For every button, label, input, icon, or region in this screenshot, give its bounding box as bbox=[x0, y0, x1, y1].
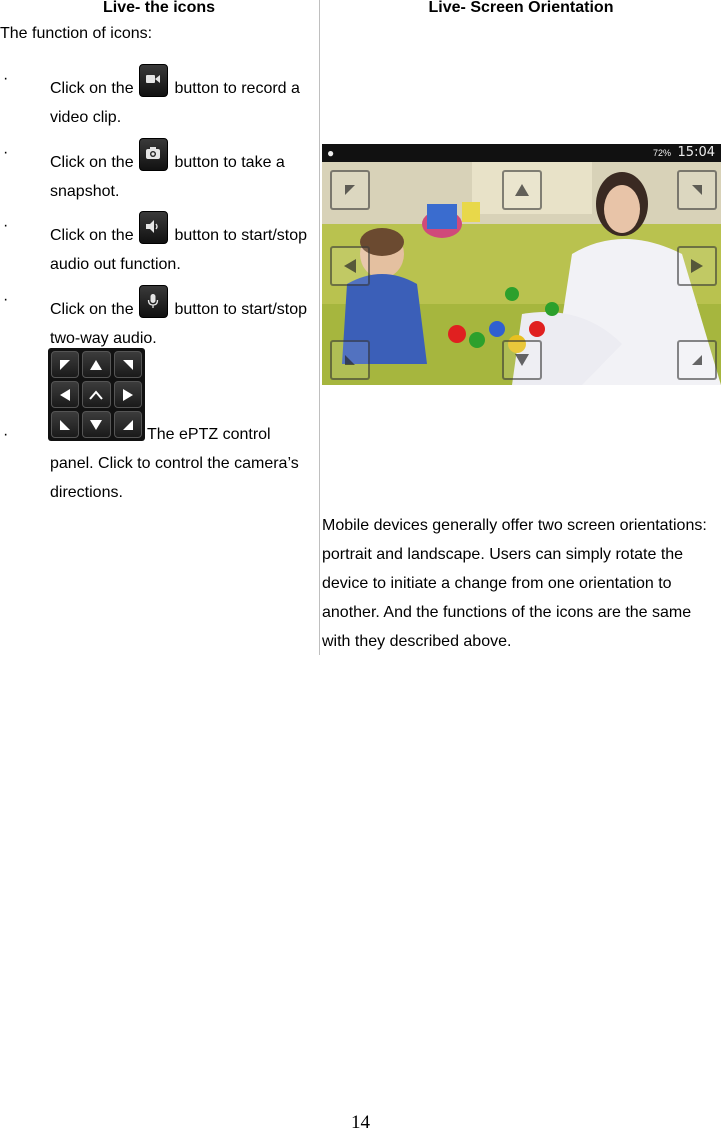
left-heading: Live- the icons bbox=[102, 0, 216, 16]
item-pre-text: Click on the bbox=[50, 227, 134, 244]
bullet: · bbox=[3, 426, 9, 443]
microphone-icon bbox=[139, 285, 168, 318]
landscape-screenshot bbox=[322, 144, 721, 385]
ptz-up-right-icon bbox=[114, 351, 142, 378]
item-post-text: button to start/stop two-way audio. bbox=[50, 301, 308, 347]
clock: 15:04 bbox=[677, 145, 715, 160]
status-bar bbox=[322, 144, 721, 162]
camera-icon bbox=[139, 138, 168, 171]
app-icon: ● bbox=[327, 146, 335, 160]
item-pre-text: Click on the bbox=[50, 154, 134, 171]
item-pre-text: Click on the bbox=[50, 80, 134, 97]
page-number: 14 bbox=[351, 1112, 370, 1133]
item-post-text: button to take a snapshot. bbox=[50, 154, 285, 200]
column-divider bbox=[319, 0, 320, 655]
ptz-right-icon bbox=[114, 381, 142, 408]
ptz-right-icon[interactable] bbox=[677, 246, 717, 286]
ptz-description: The ePTZ control panel. Click to control the camera’s directions. bbox=[50, 426, 299, 501]
bullet: · bbox=[3, 70, 9, 87]
ptz-left-icon[interactable] bbox=[330, 246, 370, 286]
ptz-up-left-icon[interactable] bbox=[330, 170, 370, 210]
orientation-description: Mobile devices generally offer two screen orientations: portrait and landscape. Users can simply rotate the device to initiate a change from one orientation to another. And the functions of the icons are the same with they described above. bbox=[322, 517, 707, 650]
ptz-up-icon[interactable] bbox=[502, 170, 542, 210]
item-pre-text: Click on the bbox=[50, 301, 134, 318]
item-post-text: button to start/stop audio out function. bbox=[50, 227, 308, 273]
intro-text: The function of icons: bbox=[0, 25, 153, 42]
ptz-up-left-icon bbox=[51, 351, 79, 378]
icons-column bbox=[0, 0, 318, 501]
ptz-down-icon[interactable] bbox=[502, 340, 542, 380]
ptz-left-icon bbox=[51, 381, 79, 408]
ptz-down-right-icon[interactable] bbox=[677, 340, 717, 380]
item-post-text: button to record a video clip. bbox=[50, 80, 300, 126]
ptz-down-left-icon[interactable] bbox=[330, 340, 370, 380]
orientation-column bbox=[321, 0, 721, 16]
bullet: · bbox=[3, 217, 9, 234]
speaker-icon bbox=[139, 211, 168, 244]
right-heading: Live- Screen Orientation bbox=[428, 0, 614, 16]
ptz-up-icon bbox=[82, 351, 110, 378]
bullet: · bbox=[3, 291, 9, 308]
battery-level: 72% bbox=[652, 148, 671, 158]
ptz-home-icon bbox=[82, 381, 110, 408]
video-camera-icon bbox=[139, 64, 168, 97]
ptz-up-right-icon[interactable] bbox=[677, 170, 717, 210]
bullet: · bbox=[3, 144, 9, 161]
